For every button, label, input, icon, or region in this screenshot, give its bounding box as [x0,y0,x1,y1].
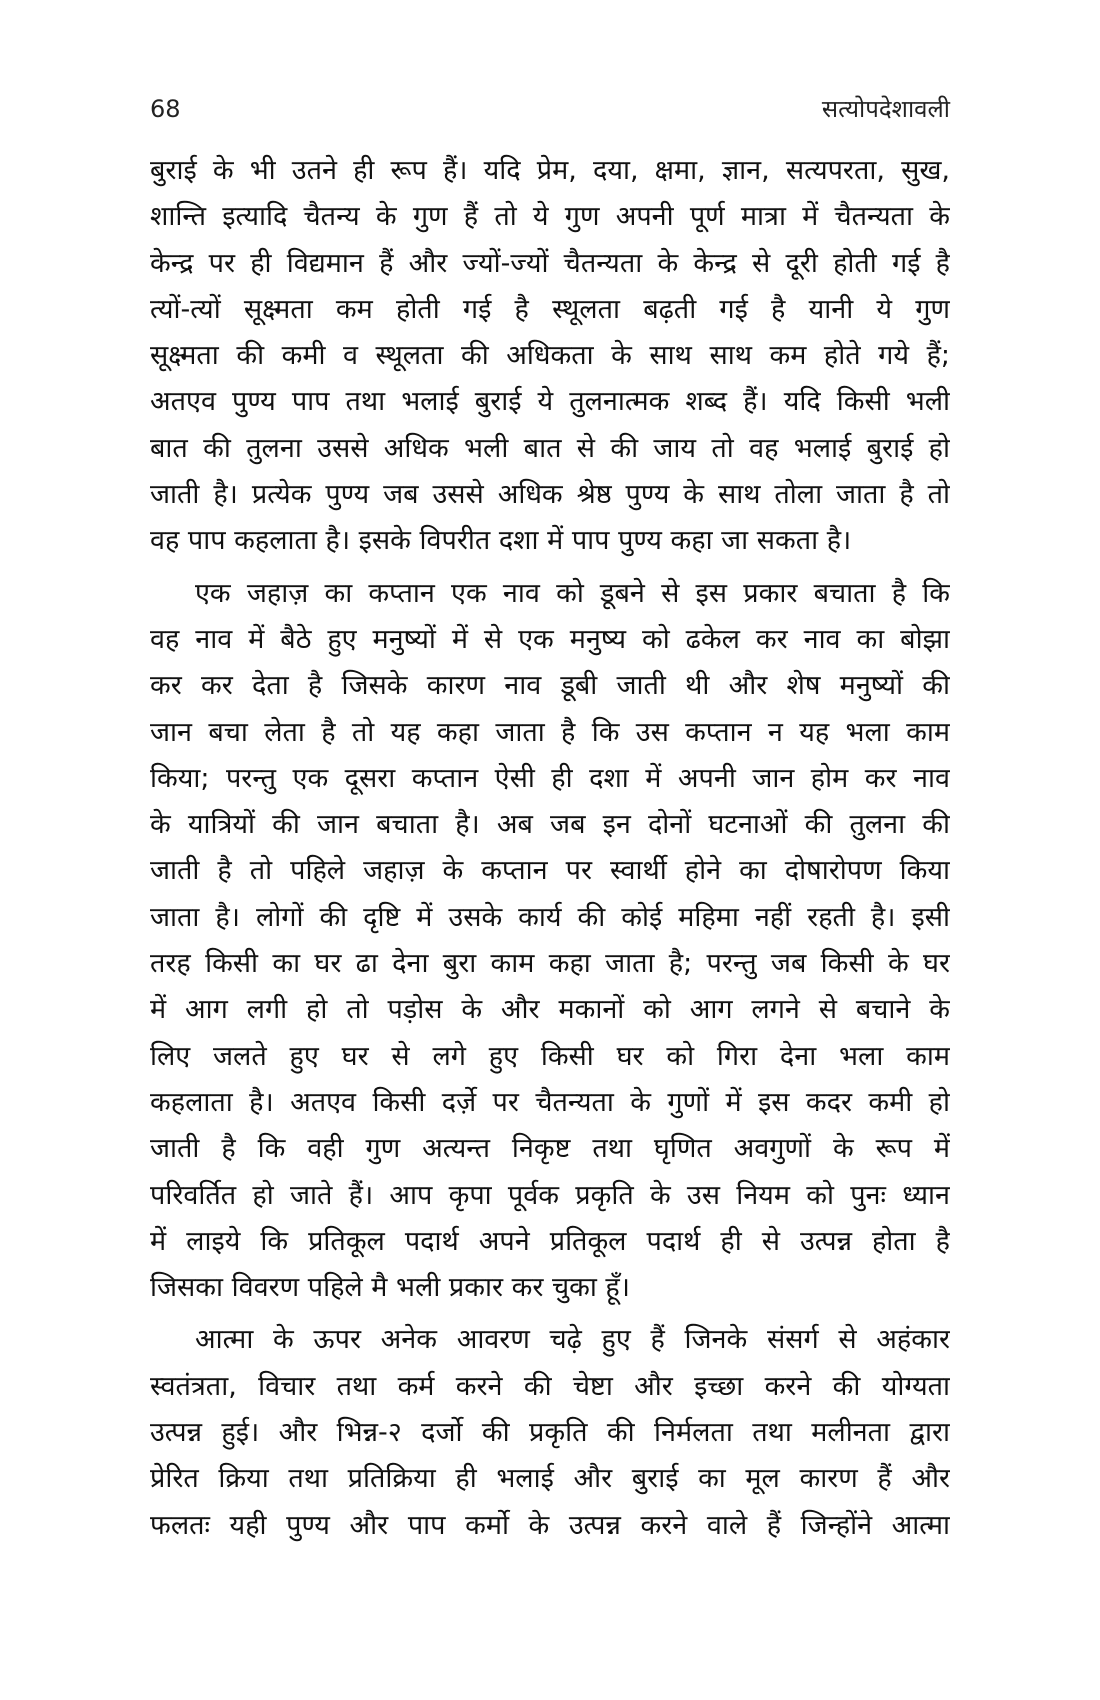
text-line: के यात्रियों की जान बचाता है। अब जब इन दोनों घटनाओं की तुलना की [150,809,950,841]
running-title: सत्योपदेशावली [821,95,950,123]
text-line: कर कर देता है जिसके कारण नाव डूबी जाती थी और शेष मनुष्यों की [150,670,950,702]
text-line: आत्मा के ऊपर अनेक आवरण चढ़े हुए हैं जिनके संसर्ग से अहंकार [195,1324,950,1356]
text-line: लिए जलते हुए घर से लगे हुए किसी घर को गिरा देना भला काम [150,1040,950,1072]
body-text [150,148,950,1549]
text-line: त्यों-त्यों सूक्ष्मता कम होती गई है स्थूलता बढ़ती गई है यानी ये गुण [150,293,950,325]
text-line: परिवर्तित हो जाते हैं। आप कृपा पूर्वक प्रकृति के उस नियम को पुनः ध्यान [150,1179,950,1211]
paragraph [150,571,950,1312]
text-line: प्रेरित क्रिया तथा प्रतिक्रिया ही भलाई और बुराई का मूल कारण हैं और [150,1463,950,1495]
text-line: में लाइये कि प्रतिकूल पदार्थ अपने प्रतिकूल पदार्थ ही से उत्पन्न होता है [150,1225,950,1257]
text-line: अतएव पुण्य पाप तथा भलाई बुराई ये तुलनात्मक शब्द हैं। यदि किसी भली [150,386,950,418]
text-line: तरह किसी का घर ढा देना बुरा काम कहा जाता है; परन्तु जब किसी के घर [150,948,950,980]
text-line: वह नाव में बैठे हुए मनुष्यों में से एक मनुष्य को ढकेल कर नाव का बोझा [150,623,950,655]
text-line: एक जहाज़ का कप्तान एक नाव को डूबने से इस प्रकार बचाता है कि [195,577,950,609]
text-line: जान बचा लेता है तो यह कहा जाता है कि उस कप्तान न यह भला काम [150,716,950,748]
page-header [150,92,950,132]
text-line: किया; परन्तु एक दूसरा कप्तान ऐसी ही दशा में अपनी जान होम कर नाव [150,762,950,794]
paragraph [150,148,950,565]
text-line: जाती है कि वही गुण अत्यन्त निकृष्ट तथा घृणित अवगुणों के रूप में [150,1133,950,1165]
text-line: में आग लगी हो तो पड़ोस के और मकानों को आग लगने से बचाने के [150,994,950,1026]
text-line: उत्पन्न हुई। और भिन्न-२ दर्जो की प्रकृति की निर्मलता तथा मलीनता द्वारा [150,1417,950,1449]
text-line: केन्द्र पर ही विद्यमान हैं और ज्यों-ज्यों चैतन्यता के केन्द्र से दूरी होती गई है [150,247,950,279]
text-line: जाता है। लोगों की दृष्टि में उसके कार्य की कोई महिमा नहीं रहती है। इसी [150,901,950,933]
text-line: जाती है तो पहिले जहाज़ के कप्तान पर स्वार्थी होने का दोषारोपण किया [150,855,950,887]
text-line: वह पाप कहलाता है। इसके विपरीत दशा में पाप पुण्य कहा जा सकता है। [150,525,852,557]
text-line: फलतः यही पुण्य और पाप कर्मो के उत्पन्न करने वाले हैं जिन्होंने आत्मा [150,1509,950,1541]
text-line: जिसका विवरण पहिले मै भली प्रकार कर चुका हूँ। [150,1272,631,1304]
page-number: 68 [150,95,181,123]
text-line: कहलाता है। अतएव किसी दर्ज़े पर चैतन्यता के गुणों में इस कदर कमी हो [150,1086,950,1118]
text-line: जाती है। प्रत्येक पुण्य जब उससे अधिक श्रेष्ठ पुण्य के साथ तोला जाता है तो [150,479,950,511]
text-line: सूक्ष्मता की कमी व स्थूलता की अधिकता के साथ साथ कम होते गये हैं; [150,340,950,372]
text-line: बुराई के भी उतने ही रूप हैं। यदि प्रेम, दया, क्षमा, ज्ञान, सत्यपरता, सुख, [150,155,950,186]
text-line: बात की तुलना उससे अधिक भली बात से की जाय तो वह भलाई बुराई हो [150,432,950,464]
paragraph [150,1317,950,1548]
text-line: स्वतंत्रता, विचार तथा कर्म करने की चेष्टा और इच्छा करने की योग्यता [150,1370,950,1402]
text-line: शान्ति इत्यादि चैतन्य के गुण हैं तो ये गुण अपनी पूर्ण मात्रा में चैतन्यता के [150,201,950,233]
